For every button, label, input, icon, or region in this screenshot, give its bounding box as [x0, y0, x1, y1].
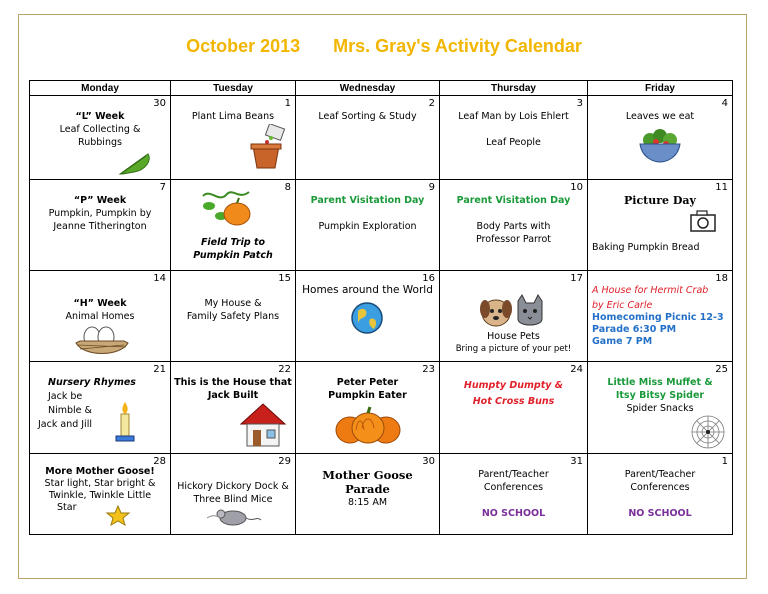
day-number: 21	[153, 364, 166, 376]
house-icon	[239, 402, 287, 448]
day-number: 4	[721, 98, 728, 110]
activity-text: Jack be	[48, 391, 83, 403]
day-cell	[30, 453, 171, 534]
activity-text: Jeanne Titherington	[53, 221, 147, 233]
day-number: 3	[576, 98, 583, 110]
day-cell	[440, 453, 588, 534]
title-name: Mrs. Gray's Activity Calendar	[333, 36, 582, 56]
day-number: 22	[278, 364, 291, 376]
header-friday: Friday	[588, 81, 733, 96]
event-text: Parent Visitation Day	[456, 195, 571, 207]
activity-text: Homes around the World	[302, 283, 433, 296]
week-label: “L” Week	[75, 111, 125, 123]
day-cell	[440, 362, 588, 453]
event-text: Itsy Bitsy Spider	[615, 390, 705, 402]
week-label: More Mother Goose!	[45, 465, 155, 477]
event-text: by Eric Carle	[592, 299, 653, 311]
day-cell	[171, 362, 296, 453]
activity-text: Plant Lima Beans	[191, 111, 275, 123]
header-thursday: Thursday	[440, 81, 588, 96]
week-label: “P” Week	[73, 195, 127, 207]
event-text: A House for Hermit Crab	[592, 284, 709, 296]
activity-text: Conferences	[483, 481, 544, 493]
no-school-label: NO SCHOOL	[481, 507, 546, 519]
activity-text: Peter Peter	[336, 377, 399, 389]
activity-text: Animal Homes	[65, 310, 135, 322]
day-cell	[171, 180, 296, 270]
title-month: October 2013	[186, 36, 301, 56]
activity-text: Family Safety Plans	[186, 310, 280, 322]
activity-text: Pumpkin Eater	[328, 390, 407, 402]
flower-pot-icon	[249, 124, 289, 170]
activity-text: Three Blind Mice	[193, 493, 273, 505]
day-cell	[30, 96, 171, 180]
day-number: 7	[159, 182, 166, 194]
day-number: 14	[153, 272, 166, 284]
day-number: 2	[428, 98, 435, 110]
spider-web-icon	[690, 414, 726, 450]
day-number: 18	[715, 272, 728, 284]
day-cell	[296, 362, 440, 453]
day-cell	[440, 270, 588, 361]
day-number: 24	[570, 364, 583, 376]
day-number: 23	[422, 364, 435, 376]
event-text: Little Miss Muffet &	[607, 377, 713, 389]
day-cell	[296, 270, 440, 361]
day-number: 17	[570, 272, 583, 284]
activity-text: Leaf Collecting &	[59, 124, 141, 136]
leaf-icon	[118, 150, 154, 176]
day-cell	[30, 362, 171, 453]
day-cell	[30, 270, 171, 361]
activity-text: Baking Pumpkin Bread	[592, 242, 700, 254]
activity-text: Pumpkin Exploration	[318, 221, 417, 233]
dog-cat-icon	[480, 293, 548, 329]
activity-text: My House &	[204, 297, 262, 309]
day-number: 11	[715, 182, 728, 194]
day-number: 8	[284, 182, 291, 194]
event-text: Game 7 PM	[592, 335, 653, 347]
day-number: 30	[153, 98, 166, 110]
activity-text: Hickory Dickory Dock &	[177, 480, 289, 492]
activity-text: Rubbings	[78, 137, 122, 149]
event-text: Homecoming Picnic 12-3	[592, 311, 724, 323]
day-cell	[588, 453, 733, 534]
day-number: 25	[715, 364, 728, 376]
day-number: 16	[422, 272, 435, 284]
day-number: 10	[570, 182, 583, 194]
event-time: 8:15 AM	[347, 496, 388, 508]
activity-text: Bring a picture of your pet!	[455, 343, 572, 354]
event-text: Parade	[345, 481, 390, 496]
day-cell	[588, 270, 733, 361]
event-text: Picture Day	[624, 194, 696, 208]
salad-bowl-icon	[636, 126, 684, 164]
week-label: Nursery Rhymes	[48, 377, 136, 389]
day-cell	[171, 96, 296, 180]
day-cell	[440, 180, 588, 270]
event-text: Parade 6:30 PM	[592, 323, 677, 335]
event-text: Hot Cross Buns	[472, 396, 555, 408]
day-number: 31	[570, 455, 583, 467]
day-cell	[171, 453, 296, 534]
activity-text: House Pets	[487, 330, 540, 342]
mouse-icon	[199, 506, 263, 528]
week-label: “H” Week	[73, 297, 127, 309]
day-number: 1	[284, 98, 291, 110]
activity-text: Pumpkin Patch	[193, 250, 273, 262]
activity-text: Parent/Teacher	[624, 468, 696, 480]
activity-text: Leaf Man by Lois Ehlert	[458, 111, 569, 123]
activity-text: Spider Snacks	[626, 403, 694, 415]
calendar-title	[0, 36, 768, 57]
activity-text: Star	[57, 501, 77, 513]
activity-text: Pumpkin, Pumpkin by	[48, 208, 152, 220]
nest-eggs-icon	[74, 325, 130, 357]
activity-text: Leaf People	[486, 137, 541, 149]
no-school-label: NO SCHOOL	[628, 507, 692, 519]
activity-text: Nimble &	[48, 405, 92, 417]
activity-text: Leaf Sorting & Study	[318, 111, 417, 123]
event-text: Parent Visitation Day	[310, 195, 425, 207]
header-wednesday: Wednesday	[296, 81, 440, 96]
activity-text: Professor Parrot	[476, 234, 551, 246]
day-cell	[30, 180, 171, 270]
day-number: 29	[278, 455, 291, 467]
day-cell	[171, 270, 296, 361]
day-number: 30	[422, 455, 435, 467]
activity-text: Twinkle, Twinkle Little	[48, 489, 152, 501]
event-text: Humpty Dumpty &	[463, 380, 564, 392]
activity-text: Conferences	[630, 481, 690, 493]
day-number: 9	[428, 182, 435, 194]
globe-icon	[350, 301, 384, 335]
activity-text: Body Parts with	[476, 221, 551, 233]
activity-text: Leaves we eat	[625, 111, 695, 123]
day-cell	[588, 96, 733, 180]
day-cell	[440, 96, 588, 180]
event-text: Mother Goose	[322, 467, 413, 482]
candle-icon	[114, 400, 136, 444]
day-cell	[296, 180, 440, 270]
day-cell	[296, 453, 440, 534]
activity-text: Parent/Teacher	[478, 468, 549, 480]
activity-text: Star light, Star bright &	[44, 477, 156, 489]
day-number: 28	[153, 455, 166, 467]
day-number: 1	[721, 455, 728, 467]
activity-text: This is the House that	[174, 377, 292, 389]
activity-text: Jack Built	[207, 390, 259, 402]
header-tuesday: Tuesday	[171, 81, 296, 96]
pumpkins-icon	[334, 404, 402, 446]
day-cell	[588, 362, 733, 453]
header-monday: Monday	[30, 81, 171, 96]
activity-text: Field Trip to	[200, 237, 266, 249]
camera-icon	[690, 210, 716, 232]
day-cell	[588, 180, 733, 270]
star-icon	[106, 504, 132, 526]
day-cell	[296, 96, 440, 180]
activity-text: Jack and Jill	[38, 419, 92, 431]
pumpkin-vine-icon	[199, 186, 255, 232]
day-number: 15	[278, 272, 291, 284]
calendar-grid	[29, 80, 733, 535]
